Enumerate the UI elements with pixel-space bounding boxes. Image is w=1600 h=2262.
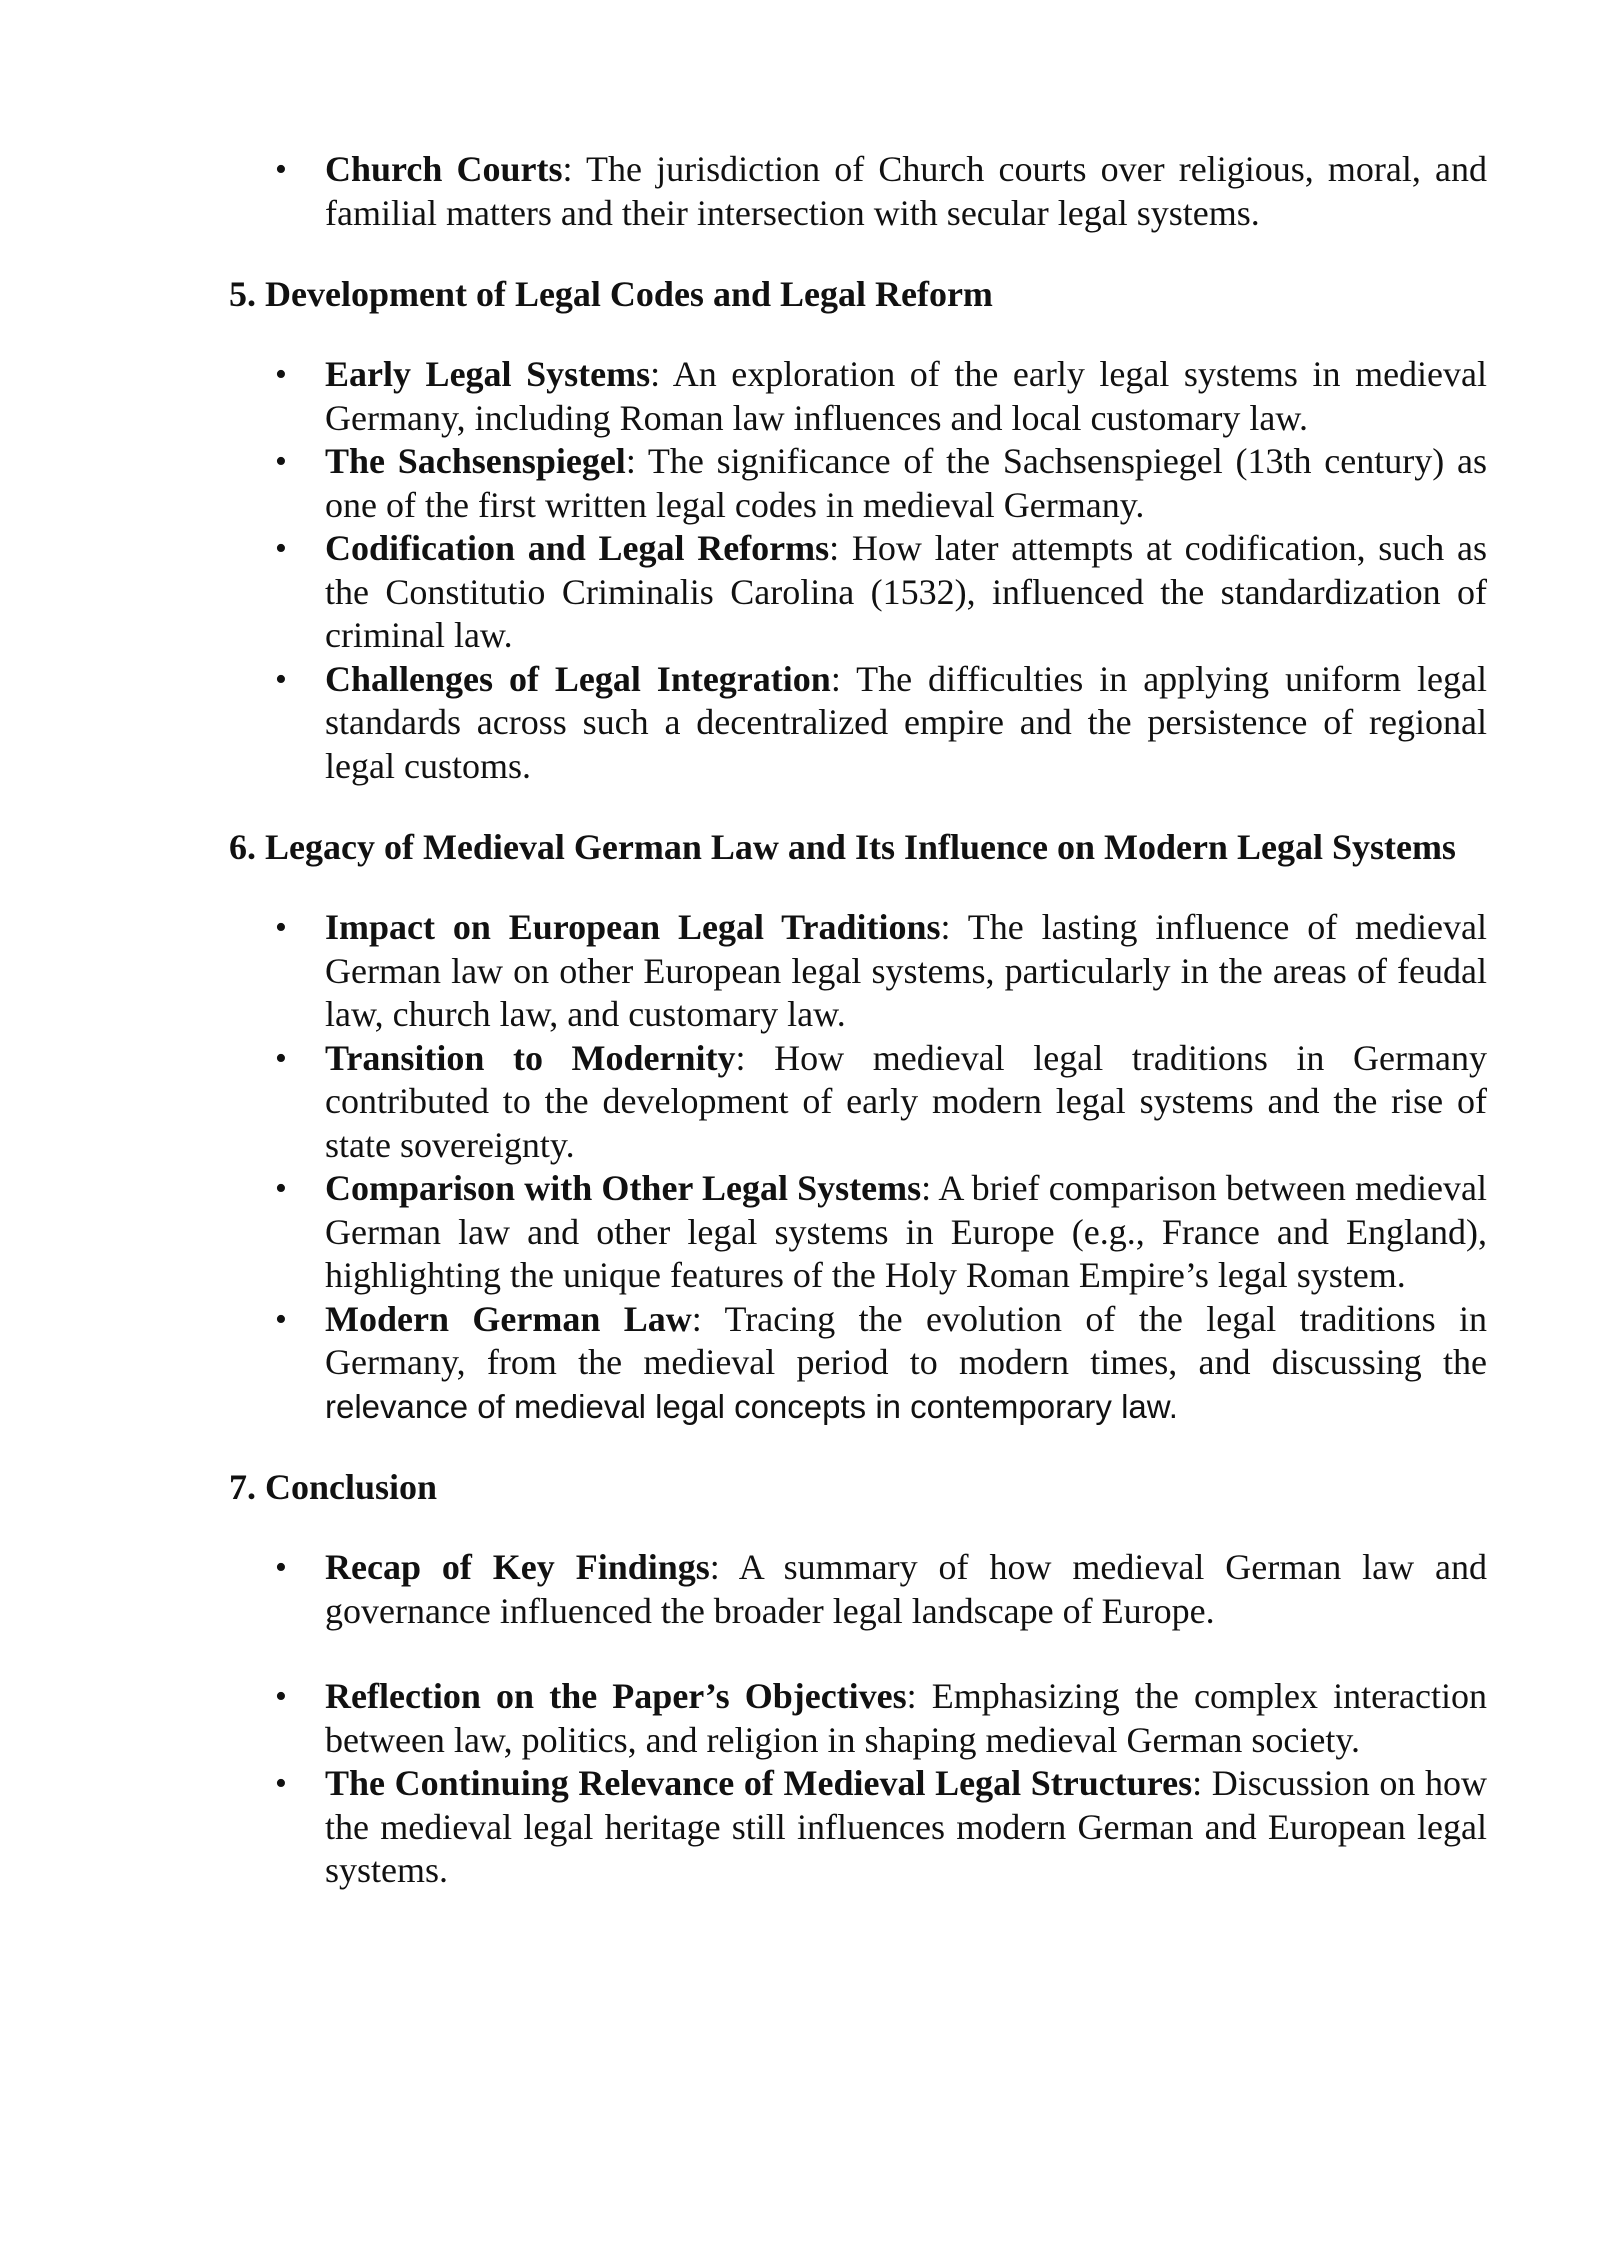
page-content	[229, 148, 1487, 1893]
item-term: The Continuing Relevance of Medieval Legal Structures	[325, 1763, 1193, 1803]
item-term: Early Legal Systems	[325, 354, 651, 394]
top-bullet-list	[229, 148, 1487, 235]
section-heading: 5. Development of Legal Codes and Legal Reform	[229, 274, 993, 314]
list-item	[229, 527, 1487, 658]
section-bullet-list	[229, 353, 1487, 788]
list-item	[229, 658, 1487, 789]
item-text: : Discussion on how the medieval legal heritage still influences modern German and European legal systems.	[325, 1763, 1488, 1890]
item-text: : How later attempts at codification, such as the Constitutio Criminalis Carolina (1532), influenced the standardization of criminal law.	[325, 528, 1487, 655]
list-item	[229, 353, 1487, 440]
list-item	[229, 1546, 1487, 1633]
item-text: : A summary of how medieval German law and governance influenced the broader legal landscape of Europe.	[325, 1547, 1487, 1631]
item-text: : Emphasizing the complex interaction between law, politics, and religion in shaping medieval German society.	[325, 1676, 1487, 1760]
item-text: : The significance of the Sachsenspiegel (13th century) as one of the first written legal codes in medieval Germany.	[325, 441, 1487, 525]
item-term: Transition to Modernity	[325, 1037, 736, 1078]
item-text-sans: relevance of medieval legal concepts in contemporary law.	[325, 1387, 1178, 1425]
item-term: Comparison with Other Legal Systems	[325, 1168, 922, 1208]
item-text: : A brief comparison between medieval German law and other legal systems in Europe (e.g., France and England), highlighting the unique features of the Holy Roman Empire’s legal system.	[325, 1168, 1487, 1295]
list-item	[229, 148, 1487, 235]
list-item	[229, 440, 1487, 527]
item-term: The Sachsenspiegel	[325, 441, 626, 481]
item-term: Church Courts	[325, 149, 563, 189]
item-term: Modern German Law	[325, 1298, 692, 1339]
item-term: Challenges of Legal Integration	[325, 658, 831, 699]
item-text: : The lasting influence of medieval German law on other European legal systems, particularly in the areas of feudal law, church law, and customary law.	[325, 907, 1487, 1034]
section-heading: 7. Conclusion	[229, 1467, 438, 1507]
section-heading: 6. Legacy of Medieval German Law and Its Influence on Modern Legal Systems	[229, 827, 1456, 867]
list-item	[229, 906, 1487, 1037]
item-text: : The jurisdiction of Church courts over religious, moral, and familial matters and their intersection with secular legal systems.	[325, 149, 1487, 233]
item-term: Codification and Legal Reforms	[325, 528, 830, 568]
section-bullet-list	[229, 1546, 1487, 1893]
item-text: : An exploration of the early legal systems in medieval Germany, including Roman law influences and local customary law.	[325, 354, 1488, 438]
list-item	[229, 1675, 1487, 1762]
section-bullet-list	[229, 906, 1487, 1428]
list-item	[229, 1167, 1487, 1298]
item-term: Reflection on the Paper’s Objectives	[325, 1676, 907, 1716]
list-item	[229, 1037, 1487, 1168]
list-item	[229, 1762, 1487, 1893]
item-text: : How medieval legal traditions in Germany contributed to the development of early modern legal systems and the rise of state sovereignty.	[325, 1037, 1487, 1165]
item-term: Impact on European Legal Traditions	[325, 907, 941, 947]
item-text: : Tracing the evolution of the legal traditions in Germany, from the medieval period to modern times, and discussing the	[325, 1298, 1488, 1382]
list-item	[229, 1298, 1487, 1429]
item-term: Recap of Key Findings	[325, 1547, 710, 1587]
item-text: : The difficulties in applying uniform legal standards across such a decentralized empire and the persistence of regional legal customs.	[325, 658, 1487, 786]
